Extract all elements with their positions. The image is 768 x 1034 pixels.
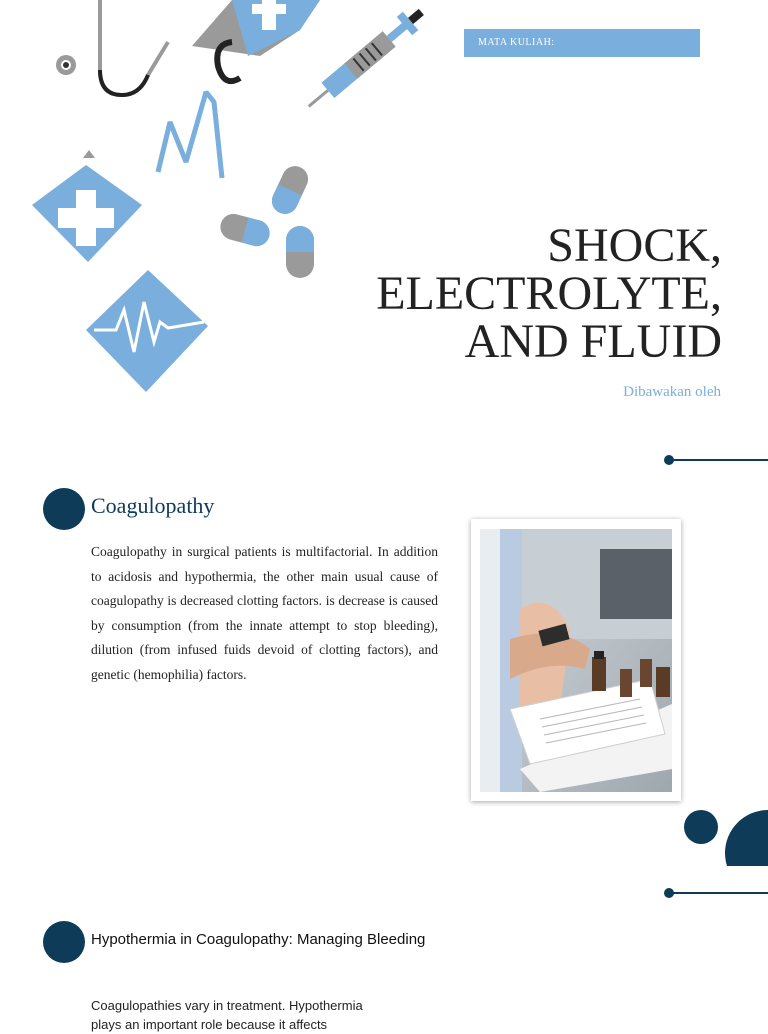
medical-cross-diamond-icon bbox=[32, 150, 142, 262]
decorative-circle-small bbox=[684, 810, 718, 844]
decorative-circle-large bbox=[725, 810, 768, 896]
section-bullet bbox=[43, 921, 85, 963]
title-line-3: AND FLUID bbox=[464, 315, 722, 368]
stethoscope-icon bbox=[56, 0, 168, 95]
section-heading: Hypothermia in Coagulopathy: Managing Bleeding bbox=[91, 931, 426, 948]
section-body: Coagulopathies vary in treatment. Hypothermia plays an important role because it affects bbox=[91, 998, 363, 1032]
course-tag: MATA KULIAH: bbox=[464, 29, 700, 57]
capsule-icon bbox=[217, 162, 314, 278]
medical-illustration bbox=[0, 0, 440, 400]
section-body: Coagulopathy in surgical patients is multifactorial. In addition to acidosis and hypothermia, the other main usual cause of coagulopathy is decreased clotting factors. is decrease is caused by consumption (from the innate attempt to stop bleeding), dilution (from infused fuids devoid of clotting factors), and genetic (hemophilia) factors. bbox=[91, 544, 438, 682]
medical-kit-icon bbox=[192, 0, 320, 81]
section-bullet bbox=[43, 488, 85, 530]
title-line-1: SHOCK, bbox=[547, 219, 722, 272]
document-title bbox=[376, 219, 722, 368]
section-heading: Coagulopathy bbox=[91, 493, 215, 518]
syringe-icon bbox=[301, 3, 429, 116]
pulse-line-icon bbox=[158, 92, 222, 178]
photo-frame bbox=[471, 519, 681, 801]
connector-line bbox=[668, 892, 768, 894]
heartbeat-diamond-icon bbox=[86, 270, 208, 392]
title-line-2: ELECTROLYTE, bbox=[376, 267, 722, 320]
lab-photo bbox=[480, 529, 672, 792]
connector-line bbox=[668, 459, 768, 461]
byline: Dibawakan oleh bbox=[623, 384, 721, 400]
